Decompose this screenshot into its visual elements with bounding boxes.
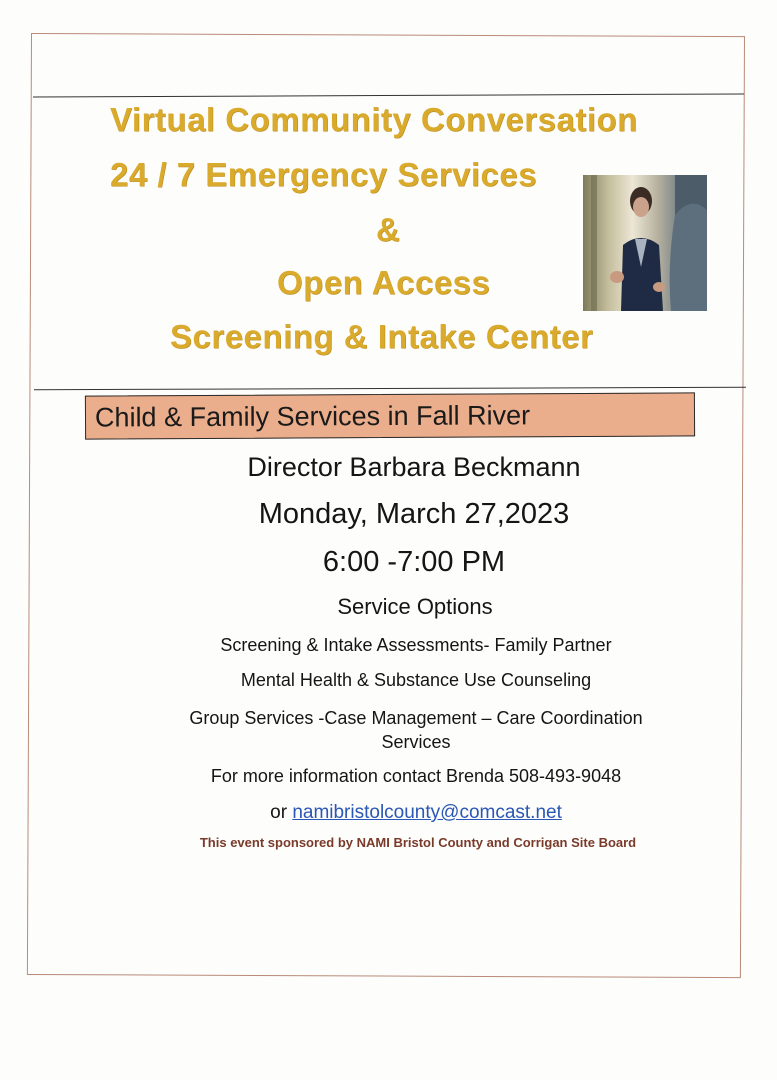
headline-line-1: Virtual Community Conversation — [110, 101, 638, 138]
headline-ampersand: & — [376, 211, 401, 248]
service-option-line: Services — [381, 732, 451, 752]
director-name: Director Barbara Beckmann — [247, 452, 581, 482]
service-option — [66, 706, 766, 754]
banner-title: Child & Family Services in Fall River — [94, 400, 531, 433]
email-link[interactable]: namibristolcounty@comcast.net — [292, 802, 562, 823]
or-label: or — [270, 802, 288, 823]
service-option-line: Group Services -Case Management – Care Coordination — [189, 708, 643, 728]
organization-banner — [85, 392, 695, 439]
event-time: 6:00 -7:00 PM — [322, 546, 506, 578]
event-date: Monday, March 27,2023 — [258, 498, 570, 530]
headline-line-4: Open Access — [277, 264, 491, 301]
email-line — [66, 802, 766, 824]
sponsor-note: This event sponsored by NAMI Bristol County and Corrigan Site Board — [199, 835, 637, 850]
service-option: Mental Health & Substance Use Counseling — [240, 670, 592, 690]
contact-info: For more information contact Brenda 508-493-9048 — [210, 766, 622, 786]
headline-line-2: 24 / 7 Emergency Services — [110, 156, 538, 193]
service-option: Screening & Intake Assessments- Family Partner — [220, 635, 612, 655]
conversation-photo — [583, 175, 707, 311]
photo-illustration — [583, 175, 707, 311]
headline-line-5: Screening & Intake Center — [170, 318, 594, 355]
service-options-title: Service Options — [337, 594, 493, 619]
